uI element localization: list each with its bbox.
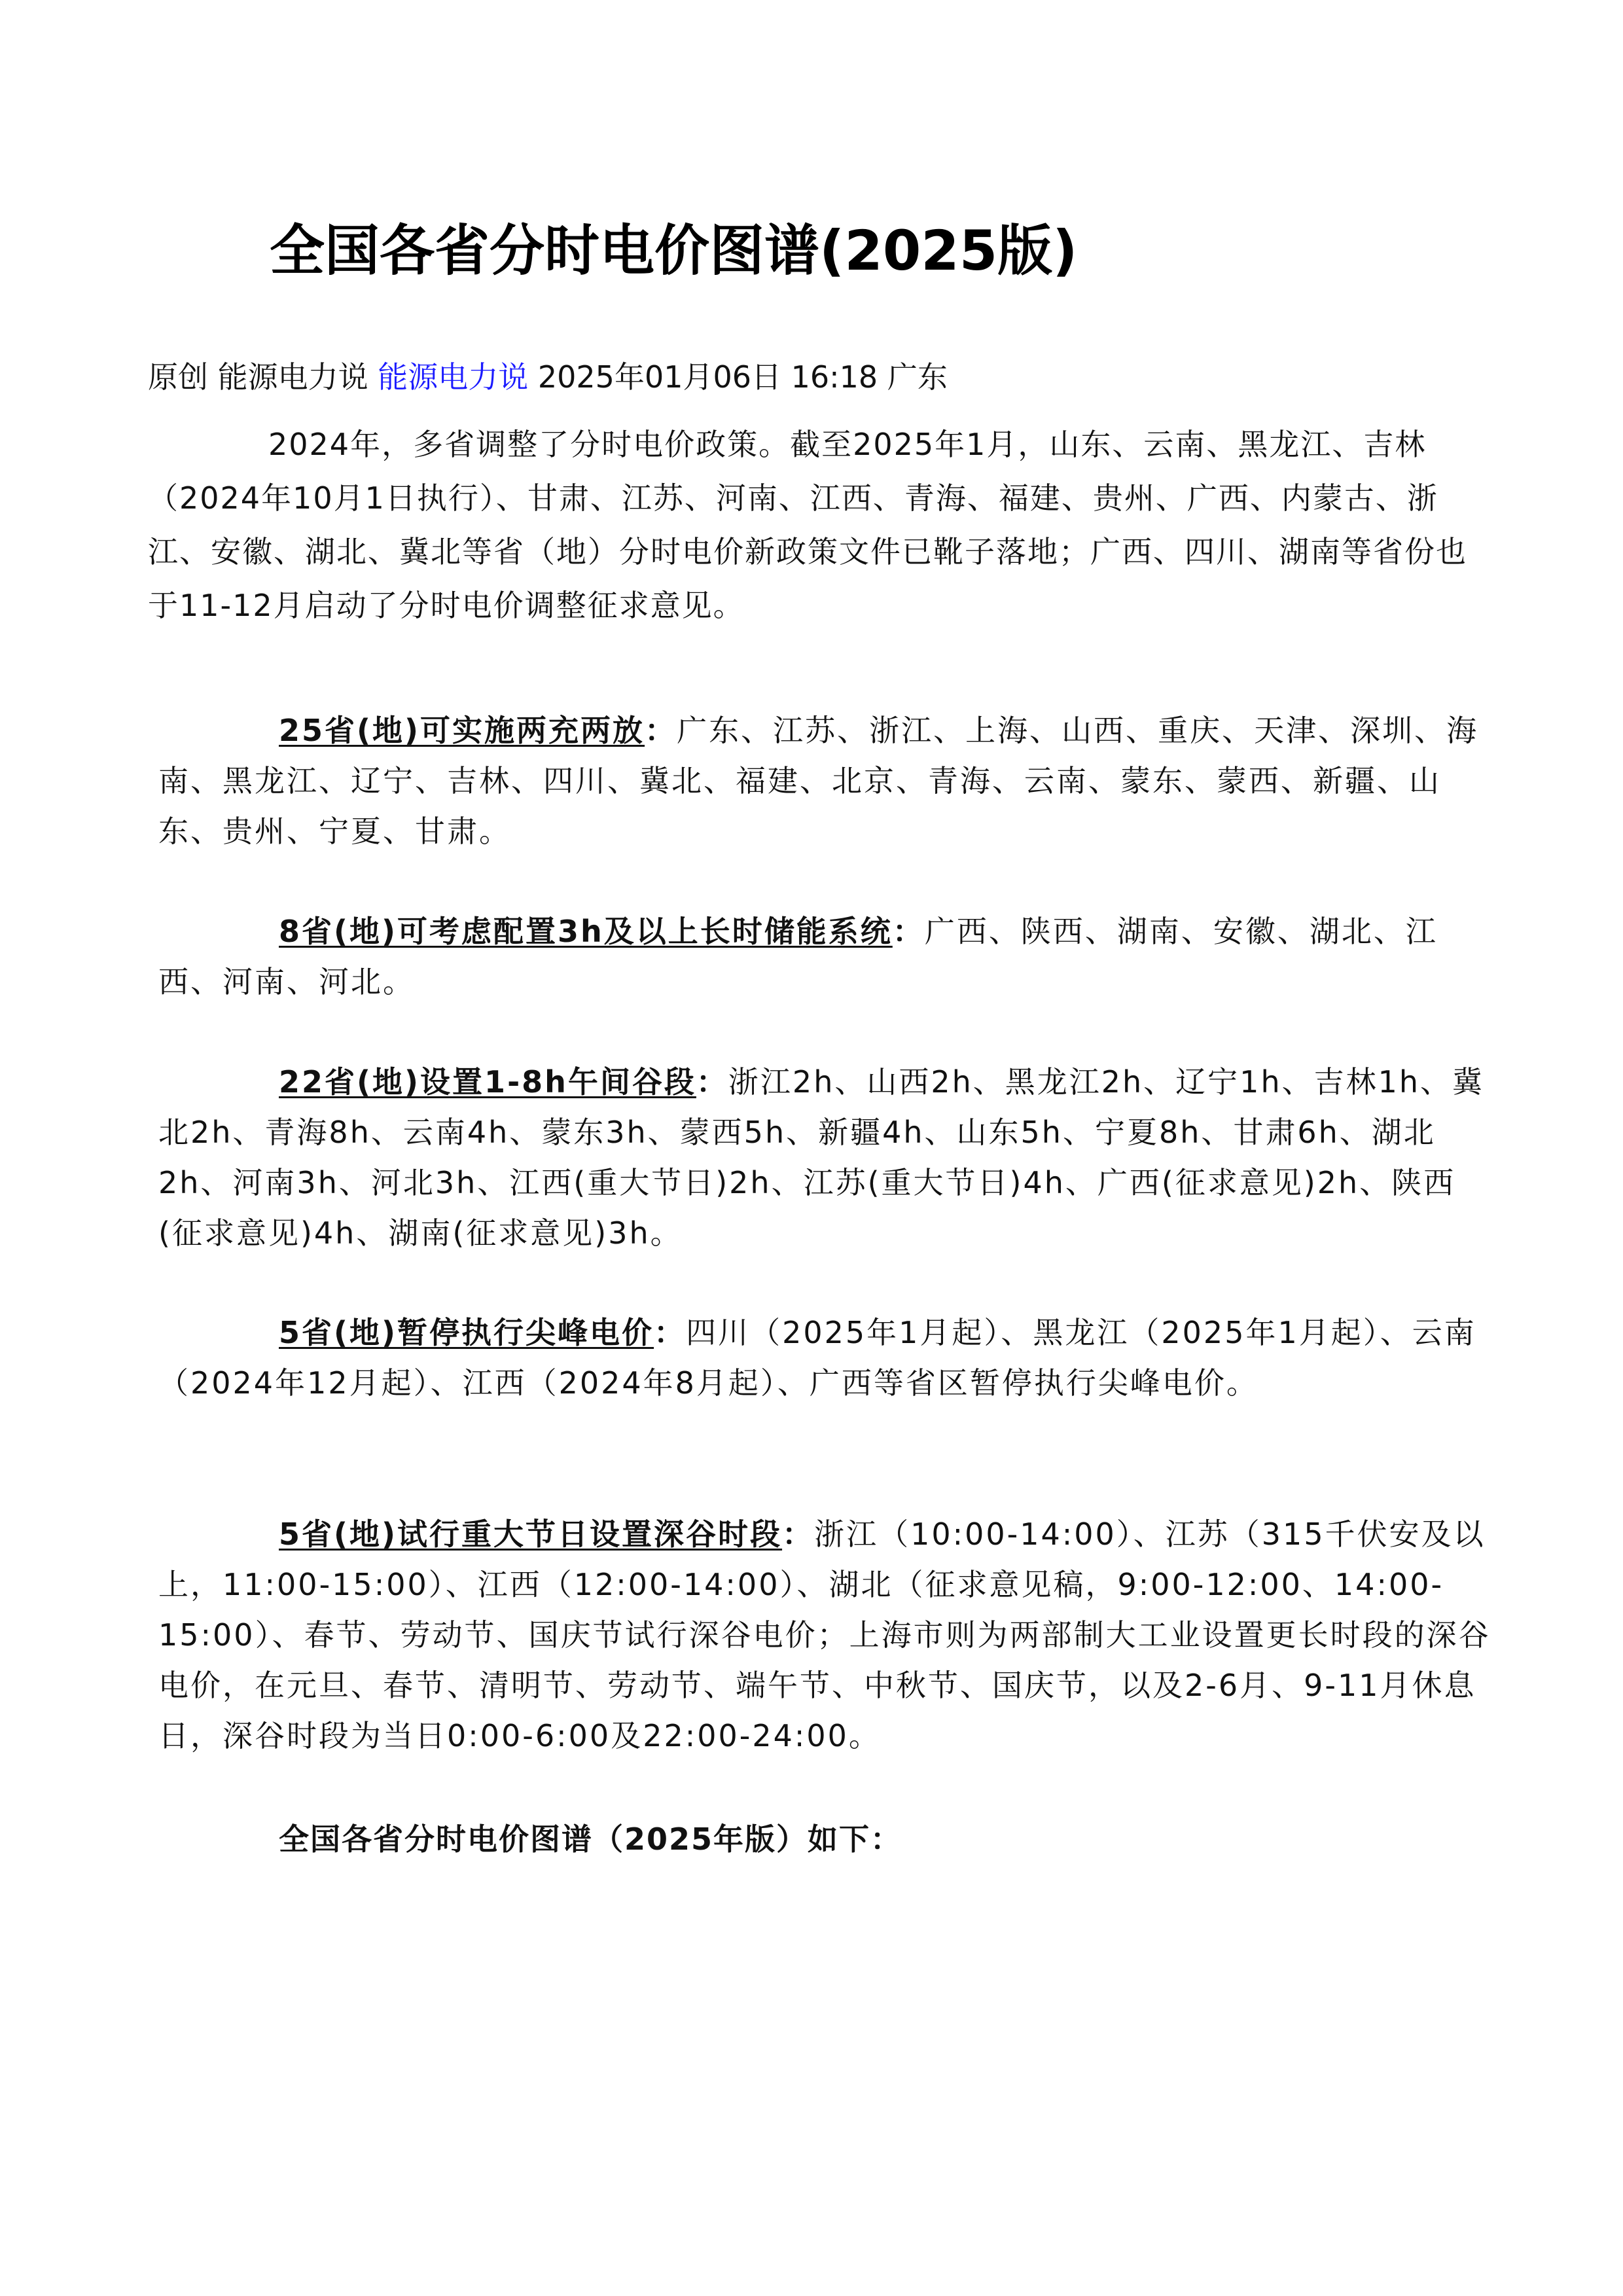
policy-item-colon: ： xyxy=(892,914,925,949)
policy-item-heading: 5省(地)暂停执行尖峰电价 xyxy=(279,1315,654,1350)
policy-item-colon: ： xyxy=(782,1516,815,1552)
policy-item-body: 四川（2025年1月起）、黑龙江（2025年1月起）、云南（2024年12月起）、江西（2024年8月起）、广西等省区暂停执行尖峰电价。 xyxy=(158,1315,1476,1401)
publish-location: 广东 xyxy=(887,359,948,395)
policy-item-two-charge-two-discharge xyxy=(158,706,1493,857)
policy-item-suspend-peak-price xyxy=(158,1308,1493,1408)
policy-item-midday-valley xyxy=(158,1057,1493,1259)
document-title: 全国各省分时电价图谱(2025版) xyxy=(270,219,1078,283)
closing-line: 全国各省分时电价图谱（2025年版）如下： xyxy=(279,1821,902,1857)
policy-item-heading: 8省(地)可考虑配置3h及以上长时储能系统 xyxy=(279,914,893,949)
policy-item-heading: 25省(地)可实施两充两放 xyxy=(279,713,645,748)
policy-item-body: 广东、江苏、浙江、上海、山西、重庆、天津、深圳、海南、黑龙江、辽宁、吉林、四川、冀北、福建、北京、青海、云南、蒙东、蒙西、新疆、山东、贵州、宁夏、甘肃。 xyxy=(158,713,1479,849)
publish-datetime: 2025年01月06日 16:18 xyxy=(537,359,878,395)
policy-item-colon: ： xyxy=(696,1064,728,1100)
account-link[interactable]: 能源电力说 xyxy=(378,359,529,395)
policy-item-long-duration-storage xyxy=(158,906,1493,1007)
intro-paragraph: 2024年，多省调整了分时电价政策。截至2025年1月，山东、云南、黑龙江、吉林（2024年10月1日执行）、甘肃、江苏、河南、江西、青海、福建、贵州、广西、内蒙古、浙江、安徽、湖北、冀北等省（地）分时电价新政策文件已靴子落地；广西、四川、湖南等省份也于11-12月启动了分时电价调整征求意见。 xyxy=(148,427,1467,623)
policy-item-heading: 5省(地)试行重大节日设置深谷时段 xyxy=(279,1516,783,1552)
policy-item-body: 广西、陕西、湖南、安徽、湖北、江西、河南、河北。 xyxy=(158,914,1438,999)
policy-item-body: 浙江2h、山西2h、黑龙江2h、辽宁1h、吉林1h、冀北2h、青海8h、云南4h、蒙东3h、蒙西5h、新疆4h、山东5h、宁夏8h、甘肃6h、湖北2h、河南3h、河北3h、江西(重大节日)2h、江苏(重大节日)4h、广西(征求意见)2h、陕西(征求意见)4h、湖南(征求意见)3h。 xyxy=(158,1064,1485,1251)
policy-item-heading: 22省(地)设置1-8h午间谷段 xyxy=(279,1064,696,1100)
original-label: 原创 xyxy=(148,359,208,395)
policy-item-holiday-deep-valley xyxy=(158,1509,1493,1761)
policy-item-colon: ： xyxy=(645,713,677,748)
policy-item-colon: ： xyxy=(654,1315,687,1350)
policy-item-body: 浙江（10:00-14:00）、江苏（315千伏安及以上，11:00-15:00）、江西（12:00-14:00）、湖北（征求意见稿，9:00-12:00、14:00-15:00）、春节、劳动节、国庆节试行深谷电价；上海市则为两部制大工业设置更长时段的深谷电价，在元旦、春节、清明节、劳动节、端午节、中秋节、国庆节，以及2-6月、9-11月休息日，深谷时段为当日0:00-6:00及22:00-24:00。 xyxy=(158,1516,1491,1753)
author-name: 能源电力说 xyxy=(217,359,368,395)
article-meta xyxy=(148,351,1489,403)
